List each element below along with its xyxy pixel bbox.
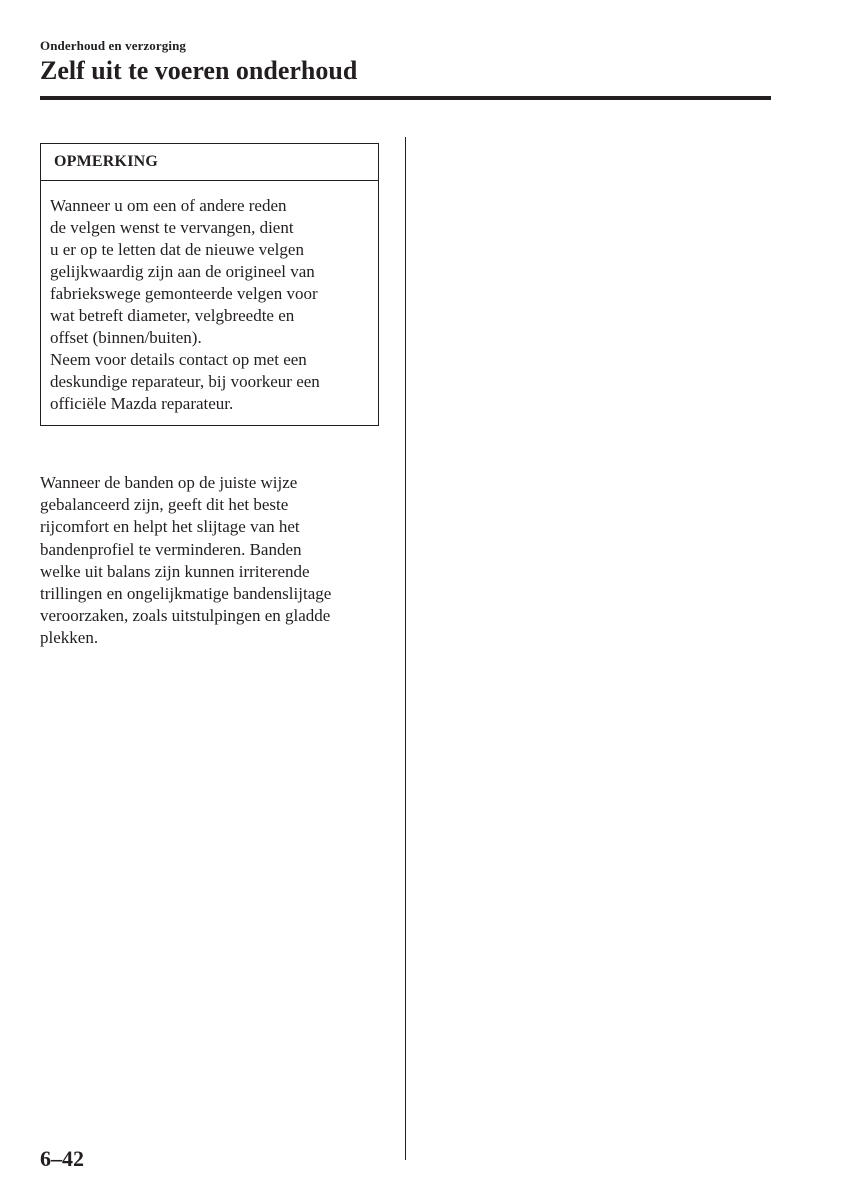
title-rule (40, 96, 771, 100)
note-line: u er op te letten dat de nieuwe velgen (50, 240, 304, 259)
body-line: Wanneer de banden op de juiste wijze (40, 473, 298, 492)
note-line: wat betreft diameter, velgbreedte en (50, 306, 295, 325)
body-line: welke uit balans zijn kunnen irriterende (40, 561, 310, 581)
note-heading: OPMERKING (41, 144, 378, 181)
body-line: trillingen en ongelijkmatige bandenslijtage (40, 584, 332, 604)
note-line: fabriekswege gemonteerde velgen voor (50, 284, 318, 303)
body-line: veroorzaken, zoals uitstulpingen en gladde (40, 606, 331, 626)
body-line: bandenprofiel te verminderen. Banden (40, 539, 302, 559)
page-number: 6–42 (40, 1146, 84, 1171)
body-paragraph (40, 472, 331, 650)
note-line: Wanneer u om een of andere reden (50, 196, 287, 215)
note-line: offset (binnen/buiten). (50, 328, 202, 347)
note-box (40, 143, 379, 426)
note-line: Neem voor details contact op met een (50, 350, 307, 369)
section-label: Onderhoud en verzorging (40, 38, 187, 53)
page-title: Zelf uit te voeren onderhoud (40, 56, 358, 85)
body-line: plekken. (40, 628, 99, 648)
note-line: officiële Mazda reparateur. (50, 394, 234, 413)
note-body (41, 181, 378, 415)
note-line: deskundige reparateur, bij voorkeur een (50, 372, 320, 391)
body-line: rijcomfort en helpt het slijtage van het (40, 517, 300, 537)
note-line: gelijkwaardig zijn aan de origineel van (50, 262, 315, 281)
note-line: de velgen wenst te vervangen, dient (50, 218, 294, 237)
body-line: gebalanceerd zijn, geeft dit het beste (40, 495, 289, 515)
column-divider (405, 137, 406, 1160)
